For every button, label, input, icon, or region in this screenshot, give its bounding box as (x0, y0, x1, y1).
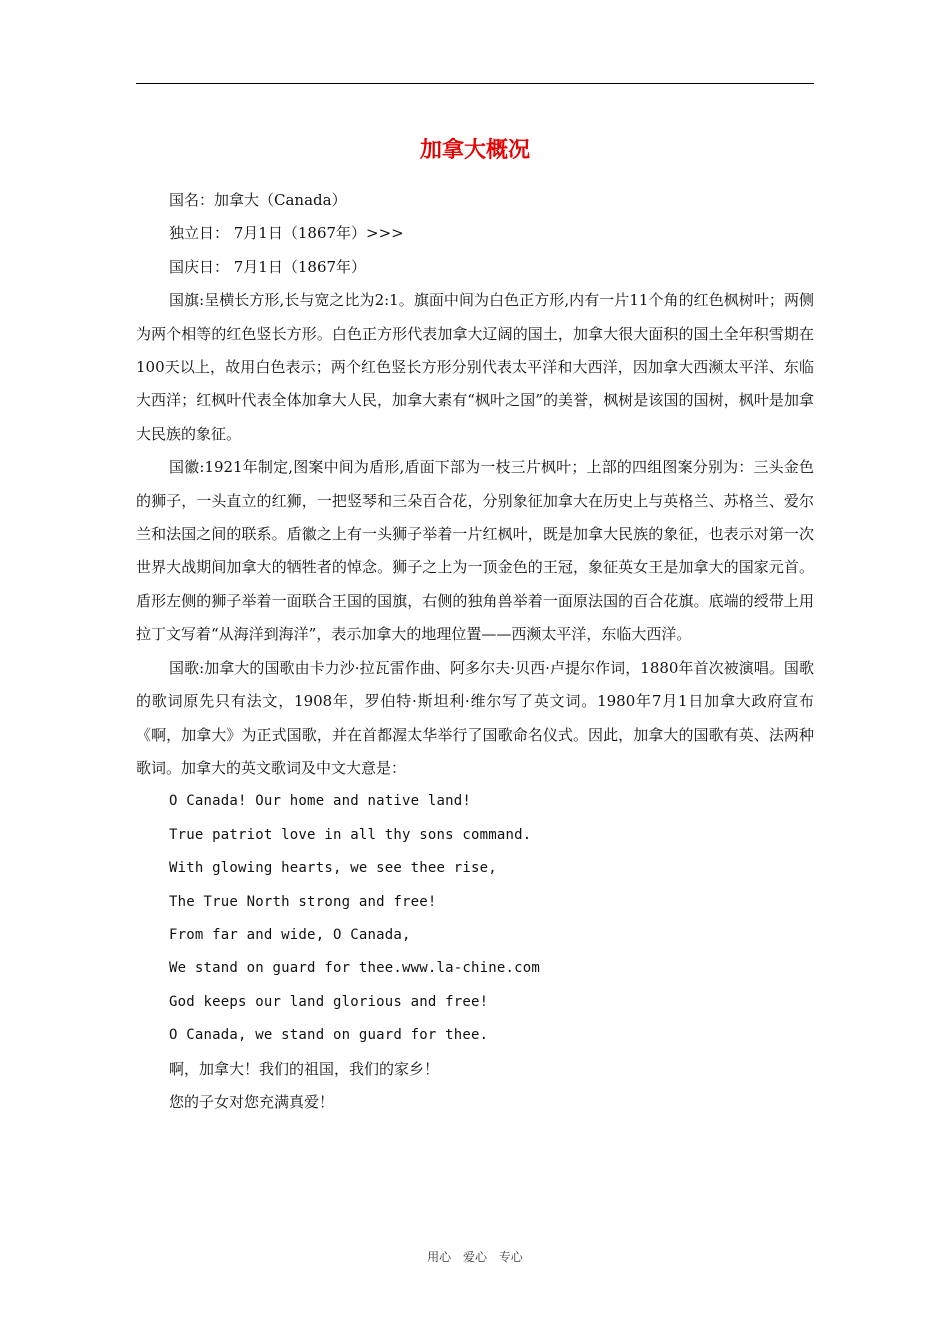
page-title: 加拿大概况 (419, 137, 530, 163)
country-name-line: 国名：加拿大（Canada） (169, 191, 347, 209)
lyric-line-zh: 您的子女对您充满真爱！ (169, 1092, 335, 1111)
page-footer: 用心 爱心 专心 (427, 1250, 523, 1264)
emblem-paragraph: 国徽:1921年制定,图案中间为盾形,盾面下部为一枝三片枫叶；上部的四组图案分别为：三头金色的狮子，一头直立的红狮，一把竖琴和三朵百合花，分别象征加拿大在历史上与英格兰、苏格兰、爱尔兰和法国之间的联系。盾徽之上有一头狮子举着一片红枫叶，既是加拿大民族的象征，也表示对第一次世界大战期间加拿大的牺牲者的悼念。狮子之上为一顶金色的王冠，象征英女王是加拿大的国家元首。盾形左侧的狮子举着一面联合王国的国旗，右侧的独角兽举着一面原法国的百合花旗。底端的绶带上用拉丁文写着“从海洋到海洋”，表示加拿大的地理位置——西濒太平洋，东临大西洋。 (136, 458, 814, 644)
lyric-line-en: O Canada! Our home and native land! (169, 793, 472, 810)
lyric-line-en: With glowing hearts, we see thee rise, (169, 860, 497, 877)
national-day-line: 国庆日： 7月1日（1867年） (169, 257, 367, 276)
lyric-line-zh: 啊，加拿大！我们的祖国，我们的家乡！ (169, 1059, 440, 1078)
anthem-paragraph: 国歌:加拿大的国歌由卡力沙·拉瓦雷作曲、阿多尔夫·贝西·卢提尔作词，1880年首次被演唱。国歌的歌词原先只有法文，1908年，罗伯特·斯坦利·维尔写了英文词。1980年7月1日加拿大政府宣布《啊，加拿大》为正式国歌，并在首都渥太华举行了国歌命名仪式。因此，加拿大的国歌有英、法两种歌词。加拿大的英文歌词及中文大意是： (136, 658, 814, 777)
independence-day-line: 独立日： 7月1日（1867年）>>> (169, 224, 404, 243)
lyric-line-en: The True North strong and free! (169, 893, 437, 910)
header-rule (136, 83, 814, 84)
lyric-line-en: True patriot love in all thy sons command. (169, 826, 532, 843)
document-body (136, 184, 814, 1119)
lyric-line-en: God keeps our land glorious and free! (169, 993, 489, 1010)
flag-paragraph: 国旗:呈横长方形,长与宽之比为2:1。旗面中间为白色正方形,内有一片11个角的红色枫树叶；两侧为两个相等的红色竖长方形。白色正方形代表加拿大辽阔的国土，加拿大很大面积的国土全年积雪期在100天以上，故用白色表示；两个红色竖长方形分别代表太平洋和大西洋，因加拿大西濒太平洋、东临大西洋；红枫叶代表全体加拿大人民，加拿大素有“枫叶之国”的美誉，枫树是该国的国树，枫叶是加拿大民族的象征。 (136, 291, 814, 443)
lyric-line-en: We stand on guard for thee.www.la-chine.com (169, 960, 541, 977)
lyric-line-en: O Canada, we stand on guard for thee. (169, 1027, 489, 1044)
lyric-line-en: From far and wide, O Canada, (169, 926, 411, 943)
